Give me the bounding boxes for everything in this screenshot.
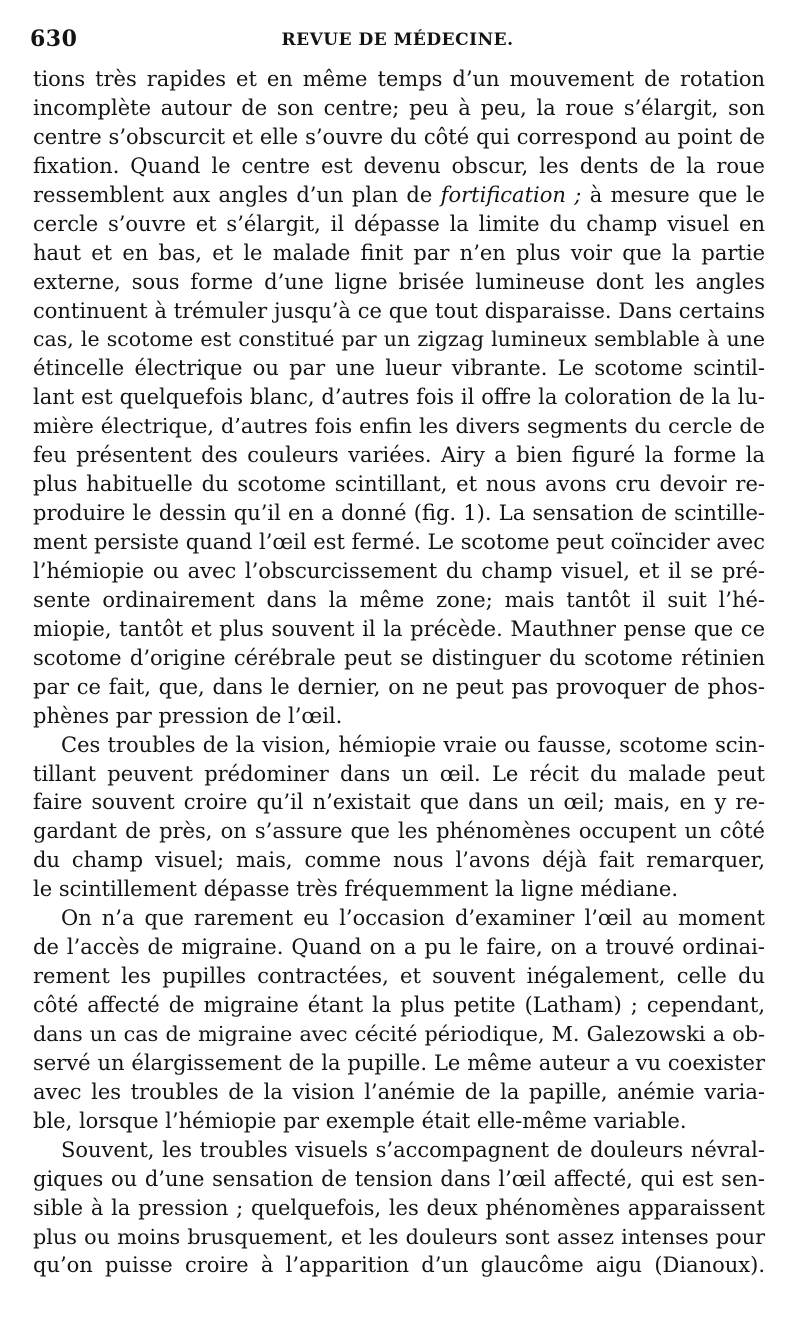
text-line: avec les troubles de la vision l’anémie de la papille, anémie varia- xyxy=(33,1079,765,1104)
page-number: 630 xyxy=(30,26,78,52)
text-line: sible à la pression ; quelquefois, les deux phénomènes apparaissent xyxy=(33,1195,765,1220)
text-line: dans un cas de migraine avec cécité périodique, M. Galezowski a ob- xyxy=(33,1021,765,1046)
text-line: produire le dessin qu’il en a donné (fig. 1). La sensation de scintille- xyxy=(33,501,765,526)
italic-term: fortification ; xyxy=(440,182,582,207)
text-line: externe, sous forme d’une ligne brisée lumineuse dont les angles xyxy=(33,269,765,294)
text-line: par ce fait, que, dans le dernier, on ne peut pas provoquer de phos- xyxy=(33,674,765,699)
paragraph-start-line: Souvent, les troubles visuels s’accompagnent de douleurs névral- xyxy=(61,1137,765,1162)
text-line: cercle s’ouvre et s’élargit, il dépasse la limite du champ visuel en xyxy=(33,211,765,236)
text-line: faire souvent croire qu’il n’existait que dans un œil; mais, en y re- xyxy=(33,790,765,815)
text-line: plus ou moins brusquement, et les douleurs sont assez intenses pour xyxy=(33,1224,765,1249)
text-line: étincelle électrique ou par une lueur vibrante. Le scotome scintil- xyxy=(33,356,765,381)
text-line: miopie, tantôt et plus souvent il la précède. Mauthner pense que ce xyxy=(33,616,765,641)
text-line: scotome d’origine cérébrale peut se distinguer du scotome rétinien xyxy=(33,645,765,670)
text-line: haut et en bas, et le malade finit par n’en plus voir que la partie xyxy=(33,240,765,265)
text-line: giques ou d’une sensation de tension dans l’œil affecté, qui est sen- xyxy=(33,1166,765,1191)
text-line: cas, le scotome est constitué par un zigzag lumineux semblable à une xyxy=(33,327,765,352)
text-line: côté affecté de migraine étant la plus petite (Latham) ; cependant, xyxy=(33,993,765,1017)
paragraph-start-line: On n’a que rarement eu l’occasion d’examiner l’œil au moment xyxy=(61,906,765,931)
text-line: centre s’obscurcit et elle s’ouvre du côté qui correspond au point de xyxy=(33,124,765,149)
text-line: de l’accès de migraine. Quand on a pu le faire, on a trouvé ordinai- xyxy=(33,935,765,960)
text-line: sente ordinairement dans la même zone; mais tantôt il suit l’hé- xyxy=(33,587,765,612)
text-line xyxy=(33,181,765,210)
text-line: plus habituelle du scotome scintillant, et nous avons cru devoir re- xyxy=(33,472,765,497)
text-line: qu’on puisse croire à l’apparition d’un glaucôme aigu (Dianoux). xyxy=(33,1253,765,1278)
text-line: du champ visuel; mais, comme nous l’avons déjà fait remarquer, xyxy=(33,848,765,873)
text-line: tillant peuvent prédominer dans un œil. Le récit du malade peut xyxy=(33,761,765,786)
text-line: l’hémiopie ou avec l’obscurcissement du champ visuel, et il se pré- xyxy=(33,558,765,583)
text-line: rement les pupilles contractées, et souvent inégalement, celle du xyxy=(33,964,765,989)
text-line: fixation. Quand le centre est devenu obscur, les dents de la roue xyxy=(33,153,765,178)
paragraph-end-line: phènes par pression de l’œil. xyxy=(33,703,343,728)
text-line: ment persiste quand l’œil est fermé. Le scotome peut coïncider avec xyxy=(33,530,765,554)
paragraph-start-line: Ces troubles de la vision, hémiopie vraie ou fausse, scotome scin- xyxy=(61,732,765,757)
text-line: mière électrique, d’autres fois enfin les divers segments du cercle de xyxy=(33,414,765,439)
text-line: servé un élargissement de la pupille. Le même auteur a vu coexister xyxy=(33,1050,765,1075)
paragraph-end-line: ble, lorsque l’hémiopie par exemple était elle-même variable. xyxy=(33,1108,687,1133)
text-line: continuent à trémuler jusqu’à ce que tout disparaisse. Dans certains xyxy=(33,298,765,323)
page-header xyxy=(30,26,765,56)
body-text xyxy=(33,65,765,1280)
text-run: ressemblent aux angles d’un plan de xyxy=(33,182,441,207)
text-run: à mesure que le xyxy=(581,182,765,207)
text-line: tions très rapides et en même temps d’un mouvement de rotation xyxy=(33,67,765,91)
text-line: lant est quelquefois blanc, d’autres fois il offre la coloration de la lu- xyxy=(33,385,765,410)
text-line: incomplète autour de son centre; peu à peu, la roue s’élargit, son xyxy=(33,95,765,120)
text-line: gardant de près, on s’assure que les phénomènes occupent un côté xyxy=(33,819,765,844)
paragraph-end-line: le scintillement dépasse très fréquemment la ligne médiane. xyxy=(33,877,679,902)
text-line: feu présentent des couleurs variées. Airy a bien figuré la forme la xyxy=(33,443,765,468)
running-head: REVUE DE MÉDECINE. xyxy=(281,30,514,50)
